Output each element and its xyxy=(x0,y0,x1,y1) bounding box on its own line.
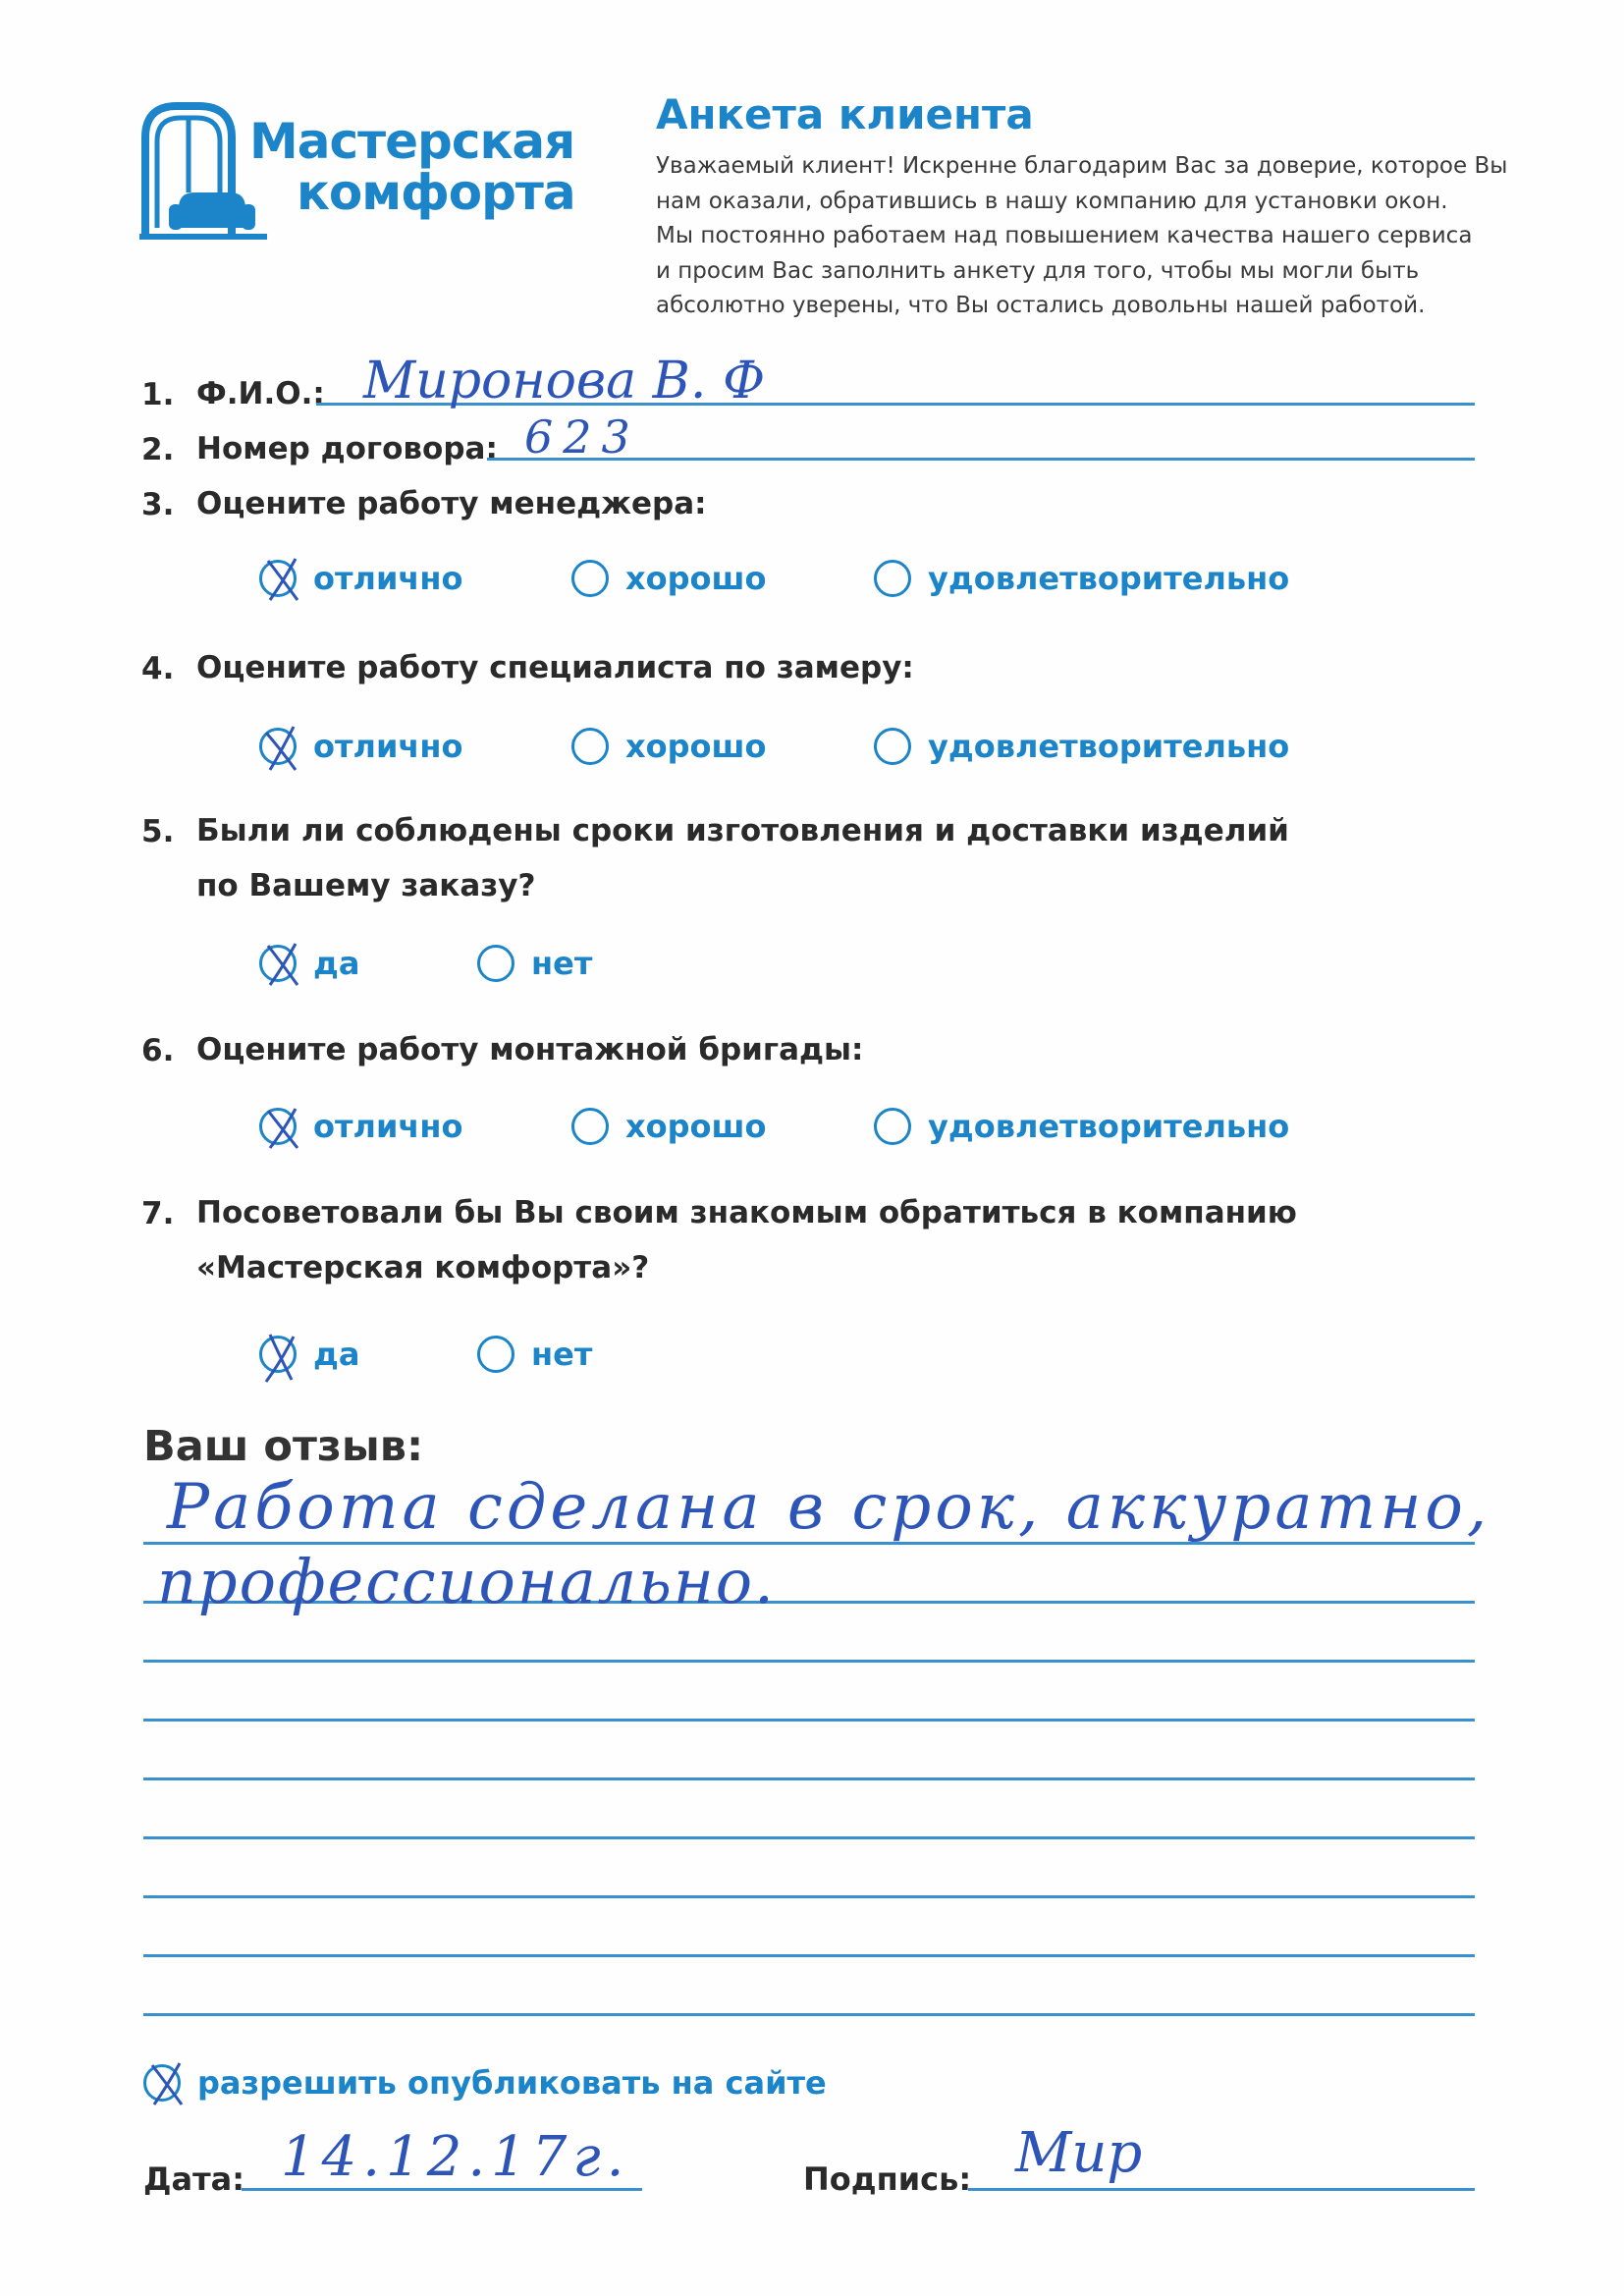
review-text-line-1[interactable]: Работа сделана в срок, аккуратно, xyxy=(167,1471,1491,1544)
option-label: удовлетворительно xyxy=(928,560,1290,597)
intro-text xyxy=(656,149,1508,324)
radio-checked[interactable] xyxy=(259,1108,297,1145)
option-label: отлично xyxy=(313,728,463,765)
radio-checked[interactable] xyxy=(259,1336,297,1373)
name-field-value[interactable]: Миронова В. Ф xyxy=(363,352,766,410)
question-2-label: Номер договора: xyxy=(196,431,498,466)
option-label: отлично xyxy=(313,560,463,597)
radio-unchecked[interactable] xyxy=(874,1108,911,1145)
intro-line: нам оказали, обратившись в нашу компанию для установки окон. xyxy=(656,188,1448,214)
handwritten-x-mark-icon xyxy=(258,940,305,991)
publish-checkbox[interactable] xyxy=(143,2064,181,2102)
q4-option-good[interactable] xyxy=(571,728,766,765)
signature-line xyxy=(968,2188,1475,2191)
logo-line-1: Мастерская xyxy=(249,113,575,170)
option-label: отлично xyxy=(313,1108,463,1145)
option-label: хорошо xyxy=(625,1108,767,1145)
contract-field-value[interactable]: 623 xyxy=(524,410,640,464)
radio-unchecked[interactable] xyxy=(571,560,609,597)
option-label: хорошо xyxy=(625,728,767,765)
date-value[interactable]: 14.12.17г. xyxy=(281,2125,630,2189)
intro-line: абсолютно уверены, что Вы остались довольны нашей работой. xyxy=(656,293,1426,318)
review-line xyxy=(143,1836,1475,1839)
review-line xyxy=(143,1660,1475,1663)
question-7-number: 7. xyxy=(141,1196,175,1231)
radio-unchecked[interactable] xyxy=(571,1108,609,1145)
q3-option-satisfactory[interactable] xyxy=(874,560,1289,597)
question-5-label xyxy=(196,803,1289,913)
review-title: Ваш отзыв: xyxy=(143,1422,424,1471)
q3-option-excellent[interactable] xyxy=(259,560,462,597)
publish-label: разрешить опубликовать на сайте xyxy=(197,2064,827,2102)
question-5-number: 5. xyxy=(141,814,175,849)
radio-checked[interactable] xyxy=(259,945,297,982)
question-3-label: Оцените работу менеджера: xyxy=(196,486,707,521)
review-line xyxy=(143,1895,1475,1898)
radio-unchecked[interactable] xyxy=(477,945,514,982)
review-line xyxy=(143,1719,1475,1722)
handwritten-x-mark-icon xyxy=(258,555,305,606)
logo-wordmark xyxy=(249,113,575,221)
q6-option-good[interactable] xyxy=(571,1108,766,1145)
radio-checked[interactable] xyxy=(259,728,297,765)
option-label: хорошо xyxy=(625,560,767,597)
window-sofa-logo-icon xyxy=(139,98,267,246)
option-label: нет xyxy=(531,1336,593,1373)
question-7-line: Посоветовали бы Вы своим знакомым обратиться в компанию xyxy=(196,1195,1297,1230)
option-label: нет xyxy=(531,945,593,982)
q3-option-good[interactable] xyxy=(571,560,766,597)
option-label: да xyxy=(313,945,360,982)
question-1-label: Ф.И.О.: xyxy=(196,376,325,411)
question-4-label: Оцените работу специалиста по замеру: xyxy=(196,650,914,685)
question-5-line: Были ли соблюдены сроки изготовления и доставки изделий xyxy=(196,813,1289,848)
q5-option-yes[interactable] xyxy=(259,945,359,982)
q6-option-satisfactory[interactable] xyxy=(874,1108,1289,1145)
question-1-number: 1. xyxy=(141,377,175,412)
question-4-number: 4. xyxy=(141,651,175,686)
logo-line-2: комфорта xyxy=(297,164,575,221)
intro-line: Мы постоянно работаем над повышением качества нашего сервиса xyxy=(656,223,1473,248)
form-title: Анкета клиента xyxy=(656,90,1034,138)
publish-consent[interactable] xyxy=(143,2064,827,2102)
q4-option-excellent[interactable] xyxy=(259,728,462,765)
question-5-line: по Вашему заказу? xyxy=(196,868,536,903)
q7-option-no[interactable] xyxy=(477,1336,592,1373)
review-line xyxy=(143,1954,1475,1957)
q4-option-satisfactory[interactable] xyxy=(874,728,1289,765)
question-3-number: 3. xyxy=(141,487,175,522)
q7-option-yes[interactable] xyxy=(259,1336,359,1373)
radio-unchecked[interactable] xyxy=(571,728,609,765)
handwritten-x-mark-icon xyxy=(258,723,305,774)
handwritten-x-mark-icon xyxy=(142,2059,189,2110)
option-label: удовлетворительно xyxy=(928,728,1290,765)
review-line xyxy=(143,2013,1475,2016)
q5-option-no[interactable] xyxy=(477,945,592,982)
option-label: да xyxy=(313,1336,360,1373)
review-text-line-2[interactable]: профессионально. xyxy=(157,1546,776,1617)
q6-option-excellent[interactable] xyxy=(259,1108,462,1145)
radio-unchecked[interactable] xyxy=(874,728,911,765)
question-6-label: Оцените работу монтажной бригады: xyxy=(196,1032,864,1067)
review-line xyxy=(143,1777,1475,1780)
radio-checked[interactable] xyxy=(259,560,297,597)
question-2-number: 2. xyxy=(141,432,175,467)
option-label: удовлетворительно xyxy=(928,1108,1290,1145)
intro-line: Уважаемый клиент! Искренне благодарим Вас за доверие, которое Вы xyxy=(656,153,1508,179)
radio-unchecked[interactable] xyxy=(477,1336,514,1373)
signature-value[interactable]: Мир xyxy=(1015,2121,1143,2185)
question-7-label xyxy=(196,1185,1297,1295)
signature-label: Подпись: xyxy=(803,2160,972,2198)
intro-line: и просим Вас заполнить анкету для того, чтобы мы могли быть xyxy=(656,257,1420,284)
radio-unchecked[interactable] xyxy=(874,560,911,597)
date-label: Дата: xyxy=(143,2160,245,2198)
handwritten-x-mark-icon xyxy=(258,1331,305,1382)
question-6-number: 6. xyxy=(141,1033,175,1068)
company-logo xyxy=(139,98,575,246)
handwritten-x-mark-icon xyxy=(258,1103,305,1154)
question-7-line: «Мастерская комфорта»? xyxy=(196,1250,650,1285)
